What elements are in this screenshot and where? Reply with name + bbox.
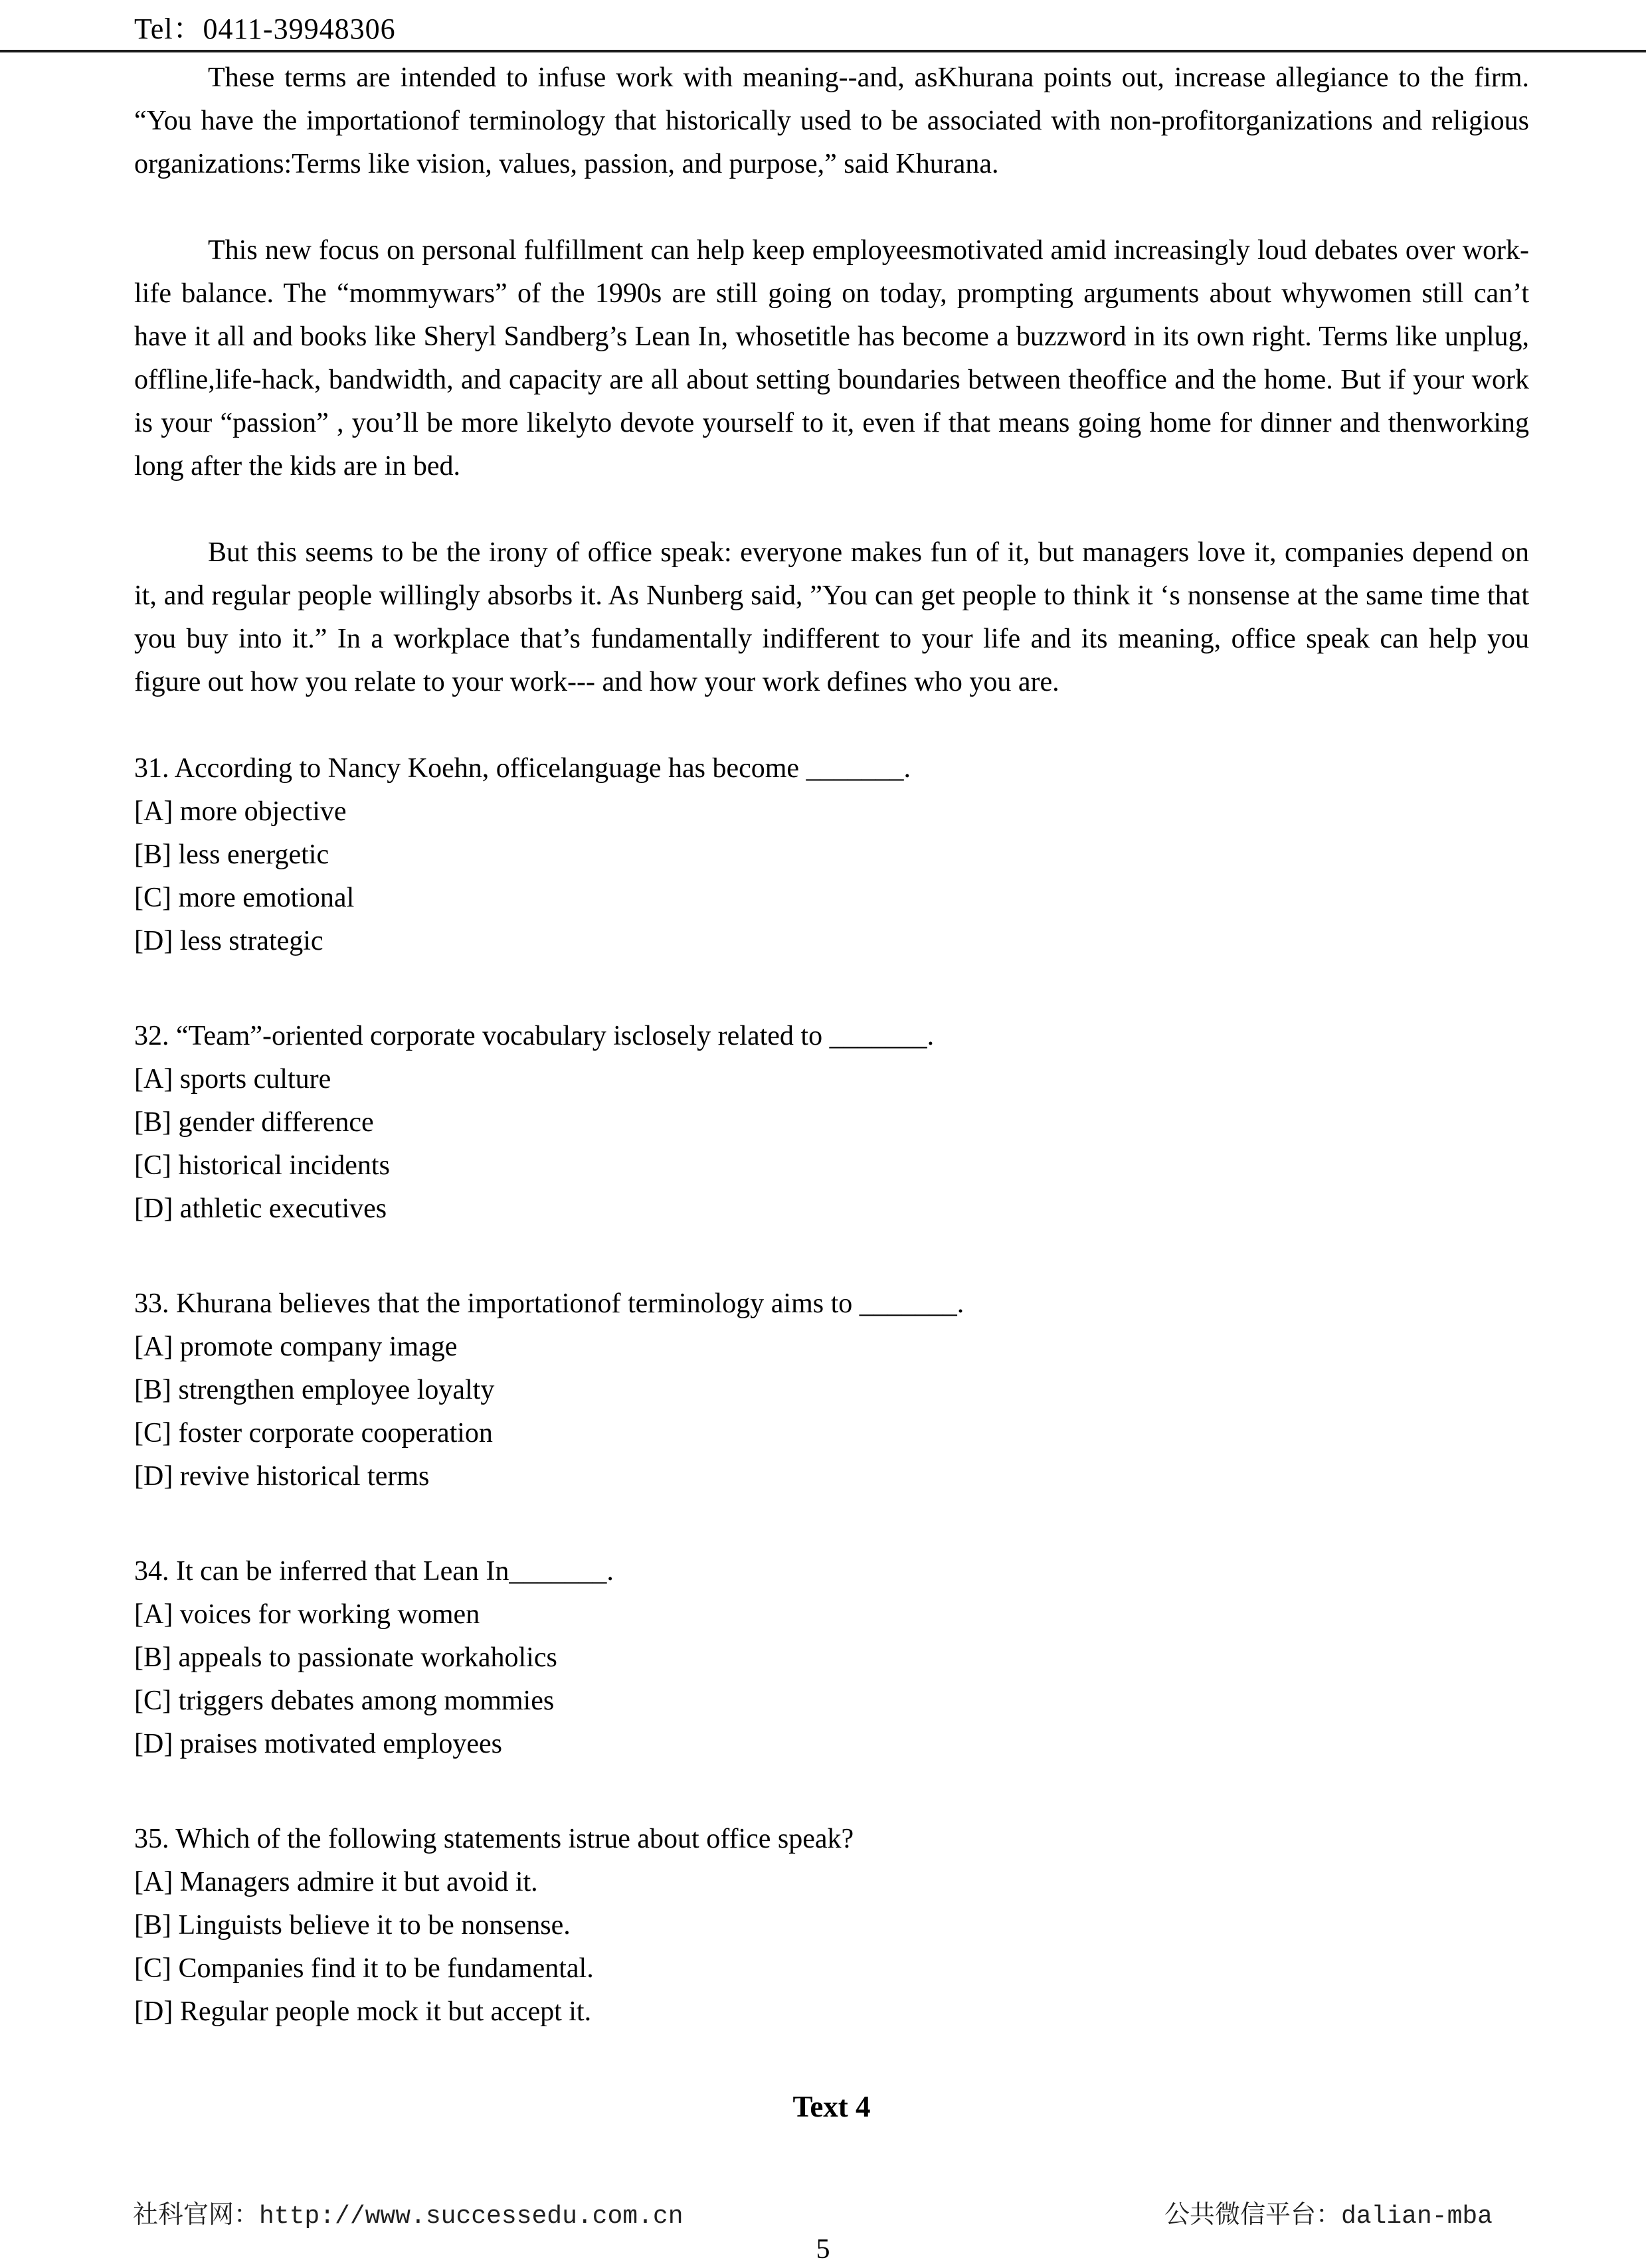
question-option: [C] foster corporate cooperation (134, 1418, 493, 1448)
passage-paragraph: These terms are intended to infuse work with meaning--and, asKhurana points out, increase allegiance to the firm. “You have the importationof terminology that historically used to be associated with non-profitorganizations and religious organizations:Terms like vision, values, passion, and purpose,” said Khurana. (134, 62, 1529, 179)
page-body (0, 52, 1646, 2129)
question-option: [C] more emotional (134, 883, 355, 913)
question-option: [B] strengthen employee loyalty (134, 1375, 495, 1405)
question-option: [A] more objective (134, 796, 347, 827)
question-option: [A] voices for working women (134, 1599, 480, 1630)
question-option: [D] Regular people mock it but accept it. (134, 1996, 592, 2027)
question-35 (134, 1818, 1529, 2034)
page-header (0, 0, 1646, 52)
question-option: [B] less energetic (134, 839, 329, 870)
question-34 (134, 1550, 1529, 1766)
question-option: [D] praises motivated employees (134, 1729, 502, 1759)
question-option: [C] Companies find it to be fundamental. (134, 1953, 594, 1984)
question-option: [B] Linguists believe it to be nonsense. (134, 1910, 571, 1941)
question-option: [B] gender difference (134, 1107, 374, 1138)
question-option: [A] sports culture (134, 1064, 331, 1094)
question-stem: 35. Which of the following statements istrue about office speak? (134, 1824, 854, 1854)
passage-paragraph: But this seems to be the irony of office speak: everyone makes fun of it, but managers love it, companies depend on it, and regular people willingly absorbs it. As Nunberg said, ”You can get people to think it ‘s nonsense at the same time that you buy into it.” In a workplace that’s fundamentally indifferent to your life and its meaning, office speak can help you figure out how you relate to your work--- and how your work defines who you are. (134, 537, 1529, 697)
section-title: Text 4 (792, 2090, 871, 2123)
footer-site-url: 社科官网：http://www.successedu.com.cn (133, 2202, 684, 2231)
question-option: [C] triggers debates among mommies (134, 1686, 555, 1716)
question-stem: 31. According to Nancy Koehn, officelanguage has become _______. (134, 753, 911, 784)
question-option: [C] historical incidents (134, 1150, 390, 1181)
page-number: 5 (816, 2234, 830, 2265)
question-option: [B] appeals to passionate workaholics (134, 1642, 557, 1673)
tel-label: Tel：0411-39948306 (134, 13, 396, 45)
question-33 (134, 1282, 1529, 1498)
question-stem: 32. “Team”-oriented corporate vocabulary isclosely related to _______. (134, 1021, 935, 1051)
passage-paragraph: This new focus on personal fulfillment can help keep employeesmotivated amid increasingly loud debates over work-life balance. The “mommywars” of the 1990s are still going on today, prompting arguments about whywomen still can’t have it all and books like Sheryl Sandberg’s Lean In, whosetitle has become a buzzword in its own right. Terms like unplug, offline,life-hack, bandwidth, and capacity are all about setting boundaries between theoffice and the home. But if your work is your “passion” , you’ll be more likelyto devote yourself to it, even if that means going home for dinner and thenworking long after the kids are in bed. (134, 235, 1529, 481)
question-32 (134, 1015, 1529, 1231)
page-footer (133, 2202, 1529, 2231)
question-option: [D] less strategic (134, 926, 323, 956)
question-stem: 33. Khurana believes that the importationof terminology aims to _______. (134, 1288, 964, 1319)
footer-wechat-platform: 公共微信平台：dalian-mba (1164, 2202, 1493, 2231)
question-stem: 34. It can be inferred that Lean In_______. (134, 1556, 614, 1587)
question-option: [D] athletic executives (134, 1193, 387, 1224)
question-option: [A] promote company image (134, 1332, 458, 1362)
question-31 (134, 747, 1529, 963)
question-option: [A] Managers admire it but avoid it. (134, 1867, 538, 1897)
question-option: [D] revive historical terms (134, 1461, 430, 1492)
